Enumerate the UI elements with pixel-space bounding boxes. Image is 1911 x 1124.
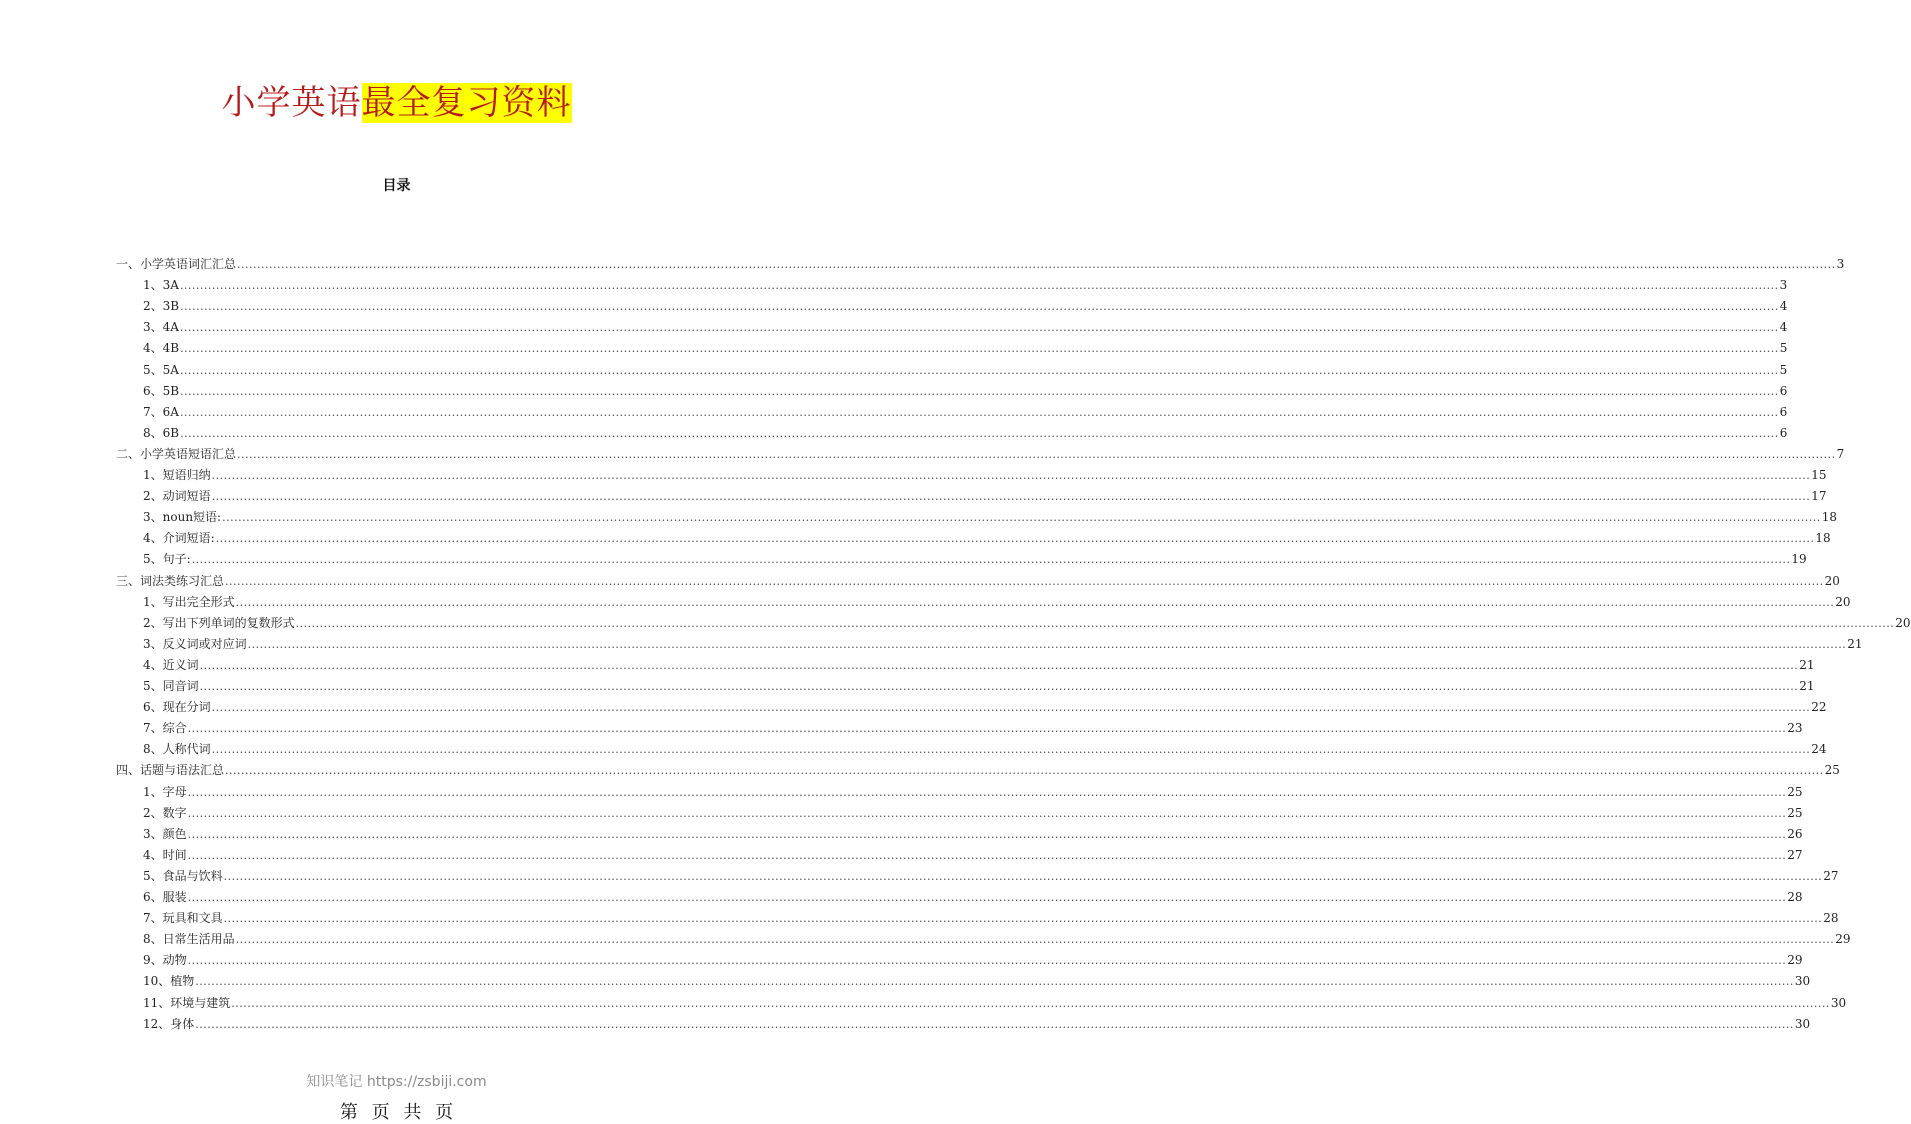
toc-leader-dots: ................................................................................................................................................................................................................................................................................................................................................................................................................ [187,786,1787,799]
toc-entry-label: 四、话题与语法汇总 [116,763,225,777]
toc-leader-dots: ................................................................................................................................................................................................................................................................................................................................................................................................................ [187,849,1787,862]
toc-entry-page: 4 [1779,320,1788,334]
toc-entry-label: 1、3A [143,278,179,292]
toc-entry-label: 1、写出完全形式 [143,595,235,609]
toc-entry-label: 4、介词短语: [143,531,215,545]
toc-leader-dots: ................................................................................................................................................................................................................................................................................................................................................................................................................ [225,575,1824,588]
toc-entry-page: 18 [1821,510,1838,524]
toc-leader-dots: ................................................................................................................................................................................................................................................................................................................................................................................................................ [211,490,1811,503]
toc-entry-label: 7、综合 [143,721,187,735]
toc-entry-label: 7、6A [143,405,179,419]
toc-subsection-entry[interactable] [143,1017,1811,1032]
toc-entry-page: 20 [1835,595,1851,609]
toc-entry-label: 3、反义词或对应词 [143,637,247,651]
toc-entry-page: 27 [1823,869,1839,883]
toc-entry-page: 21 [1847,637,1863,651]
toc-entry-label: 3、noun短语: [143,510,222,524]
toc-entry-page: 25 [1787,785,1803,799]
toc-entry-page: 20 [1895,616,1911,630]
toc-subsection-entry[interactable] [143,384,1788,399]
toc-entry-page: 24 [1811,742,1827,756]
toc-leader-dots: ................................................................................................................................................................................................................................................................................................................................................................................................................ [295,617,1895,630]
toc-subsection-entry[interactable] [143,890,1803,905]
toc-leader-dots: ................................................................................................................................................................................................................................................................................................................................................................................................................ [211,701,1811,714]
toc-entry-label: 2、写出下列单词的复数形式 [143,616,295,630]
toc-leader-dots: ................................................................................................................................................................................................................................................................................................................................................................................................................ [179,279,1779,292]
toc-entry-label: 6、现在分词 [143,700,211,714]
toc-leader-dots: ................................................................................................................................................................................................................................................................................................................................................................................................................ [199,659,1799,672]
toc-leader-dots: ................................................................................................................................................................................................................................................................................................................................................................................................................ [211,743,1811,756]
toc-leader-dots: ................................................................................................................................................................................................................................................................................................................................................................................................................ [187,828,1787,841]
toc-leader-dots: ................................................................................................................................................................................................................................................................................................................................................................................................................ [231,997,1830,1010]
toc-entry-page: 7 [1836,447,1845,461]
toc-entry-page: 3 [1836,257,1845,271]
toc-entry-page: 15 [1811,468,1827,482]
toc-entry-label: 11、环境与建筑 [143,996,231,1010]
toc-entry-label: 12、身体 [143,1017,195,1031]
toc-entry-label: 3、4A [143,320,179,334]
toc-subsection-entry[interactable] [143,363,1788,378]
toc-subsection-entry[interactable] [143,848,1803,863]
toc-leader-dots: ................................................................................................................................................................................................................................................................................................................................................................................................................ [187,954,1787,967]
toc-entry-page: 21 [1799,658,1815,672]
toc-entry-label: 8、6B [143,426,180,440]
toc-leader-dots: ................................................................................................................................................................................................................................................................................................................................................................................................................ [223,870,1823,883]
toc-subsection-entry[interactable] [143,996,1847,1011]
toc-section-entry[interactable] [116,763,1840,778]
toc-entry-page: 21 [1799,679,1815,693]
toc-entry-label: 二、小学英语短语汇总 [116,447,237,461]
toc-leader-dots: ................................................................................................................................................................................................................................................................................................................................................................................................................ [211,469,1811,482]
toc-entry-page: 18 [1815,531,1831,545]
toc-entry-page: 5 [1779,341,1788,355]
toc-entry-label: 7、玩具和文具 [143,911,223,925]
toc-entry-page: 25 [1787,806,1803,820]
toc-entry-label: 6、服装 [143,890,187,904]
toc-leader-dots: ................................................................................................................................................................................................................................................................................................................................................................................................................ [235,596,1835,609]
toc-entry-page: 4 [1779,299,1788,313]
toc-entry-page: 20 [1824,574,1840,588]
toc-leader-dots: ................................................................................................................................................................................................................................................................................................................................................................................................................ [237,448,1836,461]
toc-entry-page: 5 [1779,363,1788,377]
toc-leader-dots: ................................................................................................................................................................................................................................................................................................................................................................................................................ [222,511,1821,524]
toc-subsection-entry[interactable] [143,489,1827,504]
toc-entry-label: 9、动物 [143,953,187,967]
toc-heading: 目录 [382,178,411,194]
toc-entry-label: 5、同音词 [143,679,199,693]
toc-subsection-entry[interactable] [143,869,1839,884]
toc-entry-page: 29 [1835,932,1851,946]
document-title [0,82,793,124]
toc-subsection-entry[interactable] [143,278,1788,293]
toc-entry-label: 一、小学英语词汇汇总 [116,257,237,271]
toc-subsection-entry[interactable] [143,510,1838,525]
toc-subsection-entry[interactable] [143,658,1815,673]
toc-leader-dots: ................................................................................................................................................................................................................................................................................................................................................................................................................ [187,722,1787,735]
toc-entry-label: 8、日常生活用品 [143,932,235,946]
toc-subsection-entry[interactable] [143,974,1811,989]
toc-entry-label: 2、动词短语 [143,489,211,503]
toc-leader-dots: ................................................................................................................................................................................................................................................................................................................................................................................................................ [179,364,1779,377]
toc-entry-label: 5、5A [143,363,179,377]
toc-subsection-entry[interactable] [143,426,1788,441]
toc-entry-page: 23 [1787,721,1803,735]
toc-entry-page: 30 [1830,996,1847,1010]
toc-entry-label: 5、食品与饮料 [143,869,223,883]
toc-subsection-entry[interactable] [143,679,1815,694]
toc-entry-page: 28 [1787,890,1803,904]
toc-entry-page: 28 [1823,911,1839,925]
toc-entry-page: 6 [1779,384,1788,398]
toc-leader-dots: ................................................................................................................................................................................................................................................................................................................................................................................................................ [195,1018,1794,1031]
toc-section-entry[interactable] [116,574,1840,589]
toc-subsection-entry[interactable] [143,616,1911,631]
toc-subsection-entry[interactable] [143,785,1803,800]
toc-entry-label: 2、数字 [143,806,187,820]
toc-subsection-entry[interactable] [143,320,1788,335]
toc-entry-page: 19 [1791,552,1807,566]
toc-subsection-entry[interactable] [143,595,1851,610]
toc-subsection-entry[interactable] [143,531,1831,546]
toc-leader-dots: ................................................................................................................................................................................................................................................................................................................................................................................................................ [180,427,1779,440]
toc-subsection-entry[interactable] [143,299,1788,314]
footer-brand: 知识笔记 https://zsbiji.com [306,1074,487,1090]
toc-entry-label: 2、3B [143,299,180,313]
toc-subsection-entry[interactable] [143,742,1827,757]
toc-leader-dots: ................................................................................................................................................................................................................................................................................................................................................................................................................ [187,807,1787,820]
toc-entry-page: 25 [1824,763,1840,777]
toc-section-entry[interactable] [116,447,1845,462]
toc-leader-dots: ................................................................................................................................................................................................................................................................................................................................................................................................................ [180,300,1779,313]
toc-entry-label: 三、词法类练习汇总 [116,574,225,588]
toc-leader-dots: ................................................................................................................................................................................................................................................................................................................................................................................................................ [179,321,1779,334]
toc-entry-page: 6 [1779,426,1788,440]
toc-leader-dots: ................................................................................................................................................................................................................................................................................................................................................................................................................ [225,764,1824,777]
toc-subsection-entry[interactable] [143,827,1803,842]
footer-page-number: 第 页 共 页 [339,1102,454,1123]
toc-subsection-entry[interactable] [143,721,1803,736]
toc-entry-page: 30 [1794,1017,1811,1031]
toc-leader-dots: ................................................................................................................................................................................................................................................................................................................................................................................................................ [247,638,1847,651]
toc-leader-dots: ................................................................................................................................................................................................................................................................................................................................................................................................................ [223,912,1823,925]
toc-entry-page: 27 [1787,848,1803,862]
toc-leader-dots: ................................................................................................................................................................................................................................................................................................................................................................................................................ [237,258,1836,271]
toc-leader-dots: ................................................................................................................................................................................................................................................................................................................................................................................................................ [195,975,1794,988]
toc-entry-label: 1、字母 [143,785,187,799]
toc-entry-page: 17 [1811,489,1827,503]
toc-entry-label: 1、短语归纳 [143,468,211,482]
toc-leader-dots: ................................................................................................................................................................................................................................................................................................................................................................................................................ [199,680,1799,693]
toc-entry-label: 4、时间 [143,848,187,862]
toc-entry-page: 3 [1779,278,1788,292]
toc-leader-dots: ................................................................................................................................................................................................................................................................................................................................................................................................................ [187,891,1787,904]
toc-entry-label: 3、颜色 [143,827,187,841]
toc-leader-dots: ................................................................................................................................................................................................................................................................................................................................................................................................................ [180,385,1779,398]
toc-entry-label: 6、5B [143,384,180,398]
toc-leader-dots: ................................................................................................................................................................................................................................................................................................................................................................................................................ [191,553,1791,566]
toc-entry-label: 10、植物 [143,974,195,988]
toc-leader-dots: ................................................................................................................................................................................................................................................................................................................................................................................................................ [180,342,1779,355]
toc-leader-dots: ................................................................................................................................................................................................................................................................................................................................................................................................................ [215,532,1815,545]
toc-entry-page: 6 [1779,405,1788,419]
title-part-plain: 小学英语 [221,83,362,123]
toc-subsection-entry[interactable] [143,806,1803,821]
toc-subsection-entry[interactable] [143,932,1851,947]
title-part-highlighted: 最全复习资料 [361,83,572,123]
toc-leader-dots: ................................................................................................................................................................................................................................................................................................................................................................................................................ [235,933,1835,946]
toc-subsection-entry[interactable] [143,552,1807,567]
toc-entry-page: 22 [1811,700,1827,714]
toc-subsection-entry[interactable] [143,468,1827,483]
toc-entry-label: 4、近义词 [143,658,199,672]
toc-entry-label: 5、句子: [143,552,191,566]
toc-subsection-entry[interactable] [143,953,1803,968]
toc-subsection-entry[interactable] [143,637,1863,652]
toc-subsection-entry[interactable] [143,405,1788,420]
toc-entry-label: 4、4B [143,341,180,355]
toc-section-entry[interactable] [116,257,1845,272]
toc-entry-label: 8、人称代词 [143,742,211,756]
toc-entry-page: 29 [1787,953,1803,967]
toc-leader-dots: ................................................................................................................................................................................................................................................................................................................................................................................................................ [179,406,1779,419]
toc-entry-page: 26 [1787,827,1803,841]
toc-subsection-entry[interactable] [143,700,1827,715]
toc-subsection-entry[interactable] [143,341,1788,356]
toc-entry-page: 30 [1794,974,1811,988]
toc-subsection-entry[interactable] [143,911,1839,926]
